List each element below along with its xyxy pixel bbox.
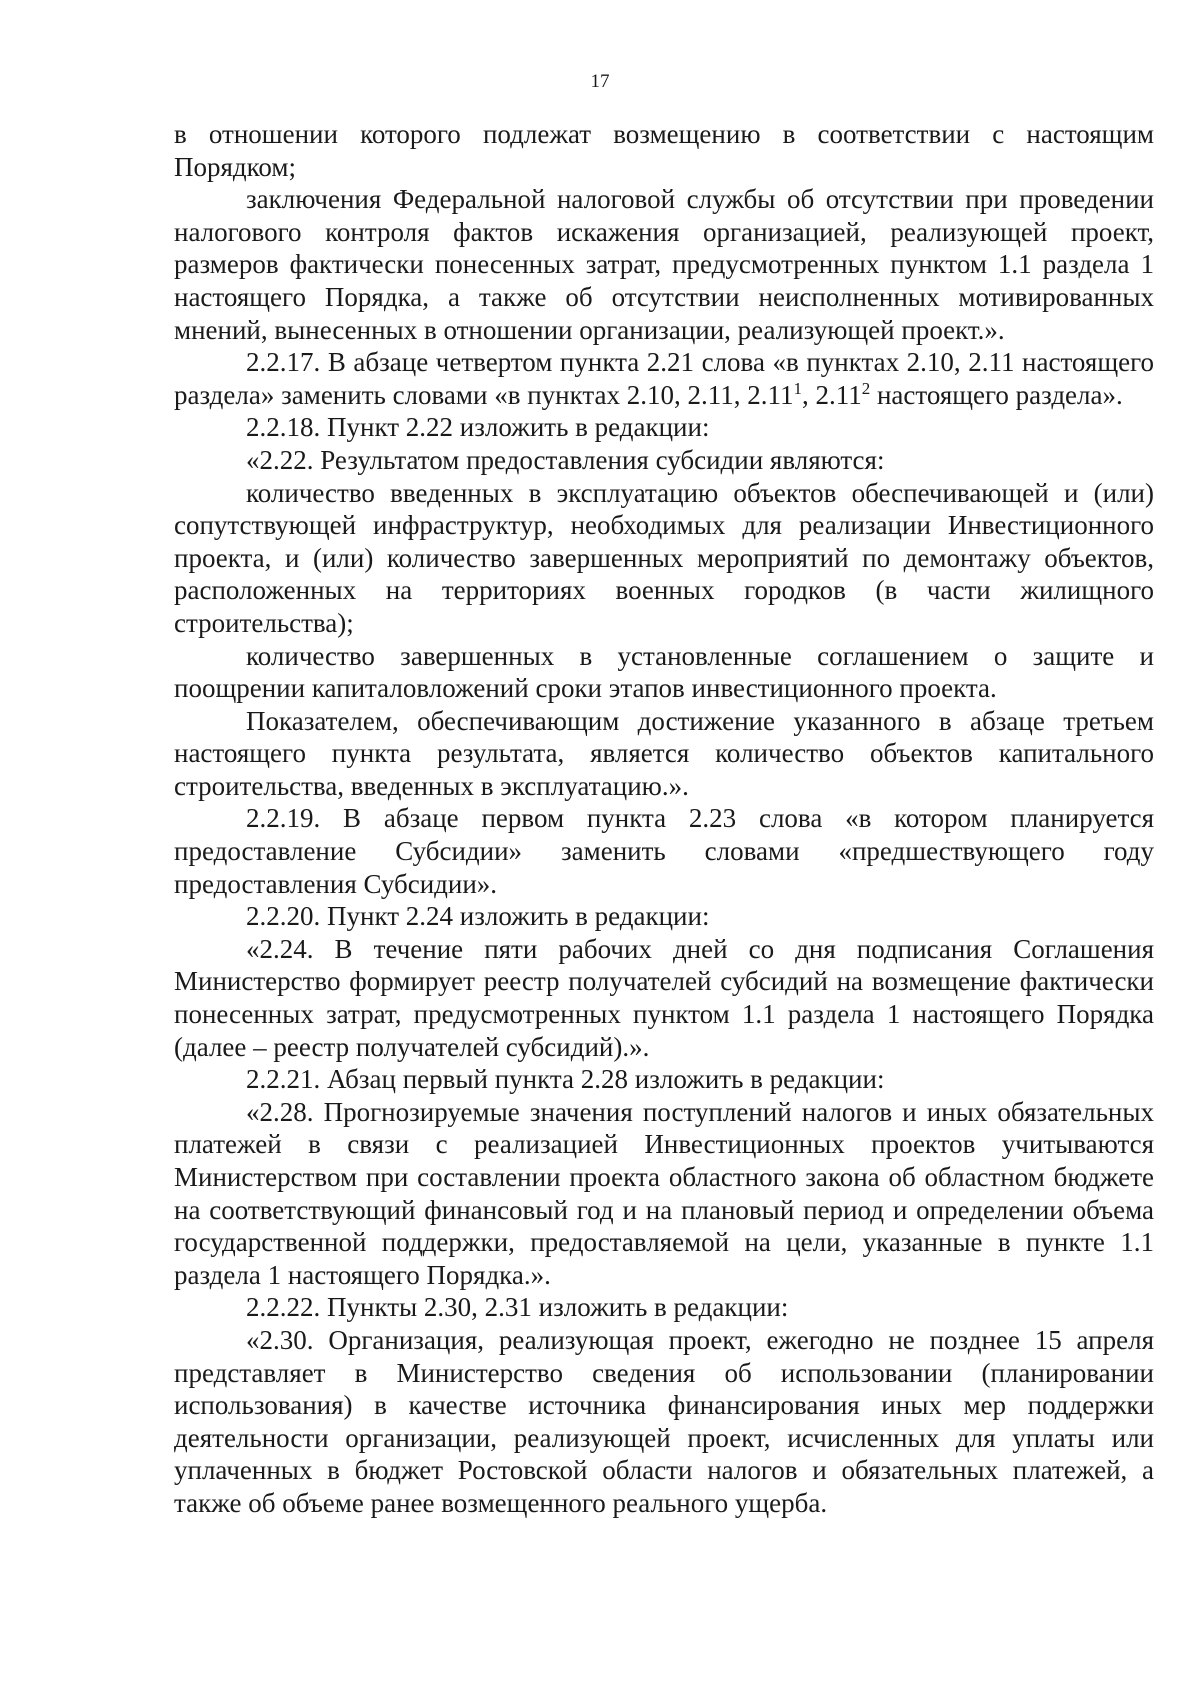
paragraph-2-2-17 — [174, 346, 1154, 411]
paragraph-2-2-17-middle: , 2.11 — [801, 379, 862, 410]
paragraph-2-30: «2.30. Организация, реализующая проект, ежегодно не позднее 15 апреля представляет в Министерство сведения об использовании (планировании использования) в качестве источника финансирования иных мер поддержки деятельности организации, реализующей проект, исчисленных для уплаты или уплаченных в бюджет Ростовской области налогов и обязательных платежей, а также об объеме ранее возмещенного реального ущерба. — [174, 1324, 1154, 1518]
paragraph-2-22: «2.22. Результатом предоставления субсидии являются: — [246, 444, 885, 475]
paragraph-2-2-20: 2.2.20. Пункт 2.24 изложить в редакции: — [246, 901, 710, 932]
superscript-2: 2 — [861, 378, 871, 398]
paragraph-2-28: «2.28. Прогнозируемые значения поступлений налогов и иных обязательных платежей в связи с реализацией Инвестиционных проектов учитываются Министерством при составлении проекта областного закона об областном бюджете на соответствующий финансовый год и на плановый период и определении объема государственной поддержки, предоставляемой на цели, указанные в пункте 1.1 раздела 1 настоящего Порядка.». — [174, 1096, 1154, 1290]
paragraph-fns-conclusion: заключения Федеральной налоговой службы об отсутствии при проведении налогового контроля фактов искажения организацией, реализующей проект, размеров фактически понесенных затрат, предусмотренных пунктом 1.1 раздела 1 настоящего Порядка, а также об отсутствии неисполненных мотивированных мнений, вынесенных в отношении организации, реализующей проект.». — [174, 184, 1154, 345]
paragraph-continuation: в отношении которого подлежат возмещению в соответствии с настоящим Порядком; — [174, 119, 1154, 182]
paragraph-2-2-21: 2.2.21. Абзац первый пункта 2.28 изложить в редакции: — [246, 1064, 885, 1095]
page-number: 17 — [590, 71, 610, 92]
paragraph-2-24: «2.24. В течение пяти рабочих дней со дня подписания Соглашения Министерство формирует реестр получателей субсидий на возмещение фактически понесенных затрат, предусмотренных пунктом 1.1 раздела 1 настоящего Порядка (далее – реестр получателей субсидий).». — [174, 933, 1154, 1062]
paragraph-2-2-19: 2.2.19. В абзаце первом пункта 2.23 слова «в котором планируется предоставление Субсидии» заменить словами «предшествующего году предоставления Субсидии». — [174, 803, 1154, 899]
paragraph-2-2-17-text: 2.2.17. В абзаце четвертом пункта 2.21 слова «в пунктах 2.10, 2.11 настоящего раздела» заменить словами «в пунктах 2.10, 2.11, 2.11 — [174, 347, 1154, 410]
document-body — [174, 118, 1154, 1520]
paragraph-2-2-22: 2.2.22. Пункты 2.30, 2.31 изложить в редакции: — [246, 1292, 789, 1323]
superscript-1: 1 — [793, 378, 802, 398]
paragraph-indicator: Показателем, обеспечивающим достижение указанного в абзаце третьем настоящего пункта результата, является количество объектов капитального строительства, введенных в эксплуатацию.». — [174, 705, 1154, 801]
paragraph-result-stages: количество завершенных в установленные соглашением о защите и поощрении капиталовложений сроки этапов инвестиционного проекта. — [174, 640, 1154, 704]
paragraph-2-2-18: 2.2.18. Пункт 2.22 изложить в редакции: — [246, 412, 710, 443]
paragraph-result-infrastructure: количество введенных в эксплуатацию объектов обеспечивающей и (или) сопутствующей инфраструктур, необходимых для реализации Инвестиционного проекта, и (или) количество завершенных мероприятий по демонтажу объектов, расположенных на территориях военных городков (в части жилищного строительства); — [174, 477, 1154, 638]
paragraph-2-2-17-end: настоящего раздела». — [870, 379, 1123, 410]
